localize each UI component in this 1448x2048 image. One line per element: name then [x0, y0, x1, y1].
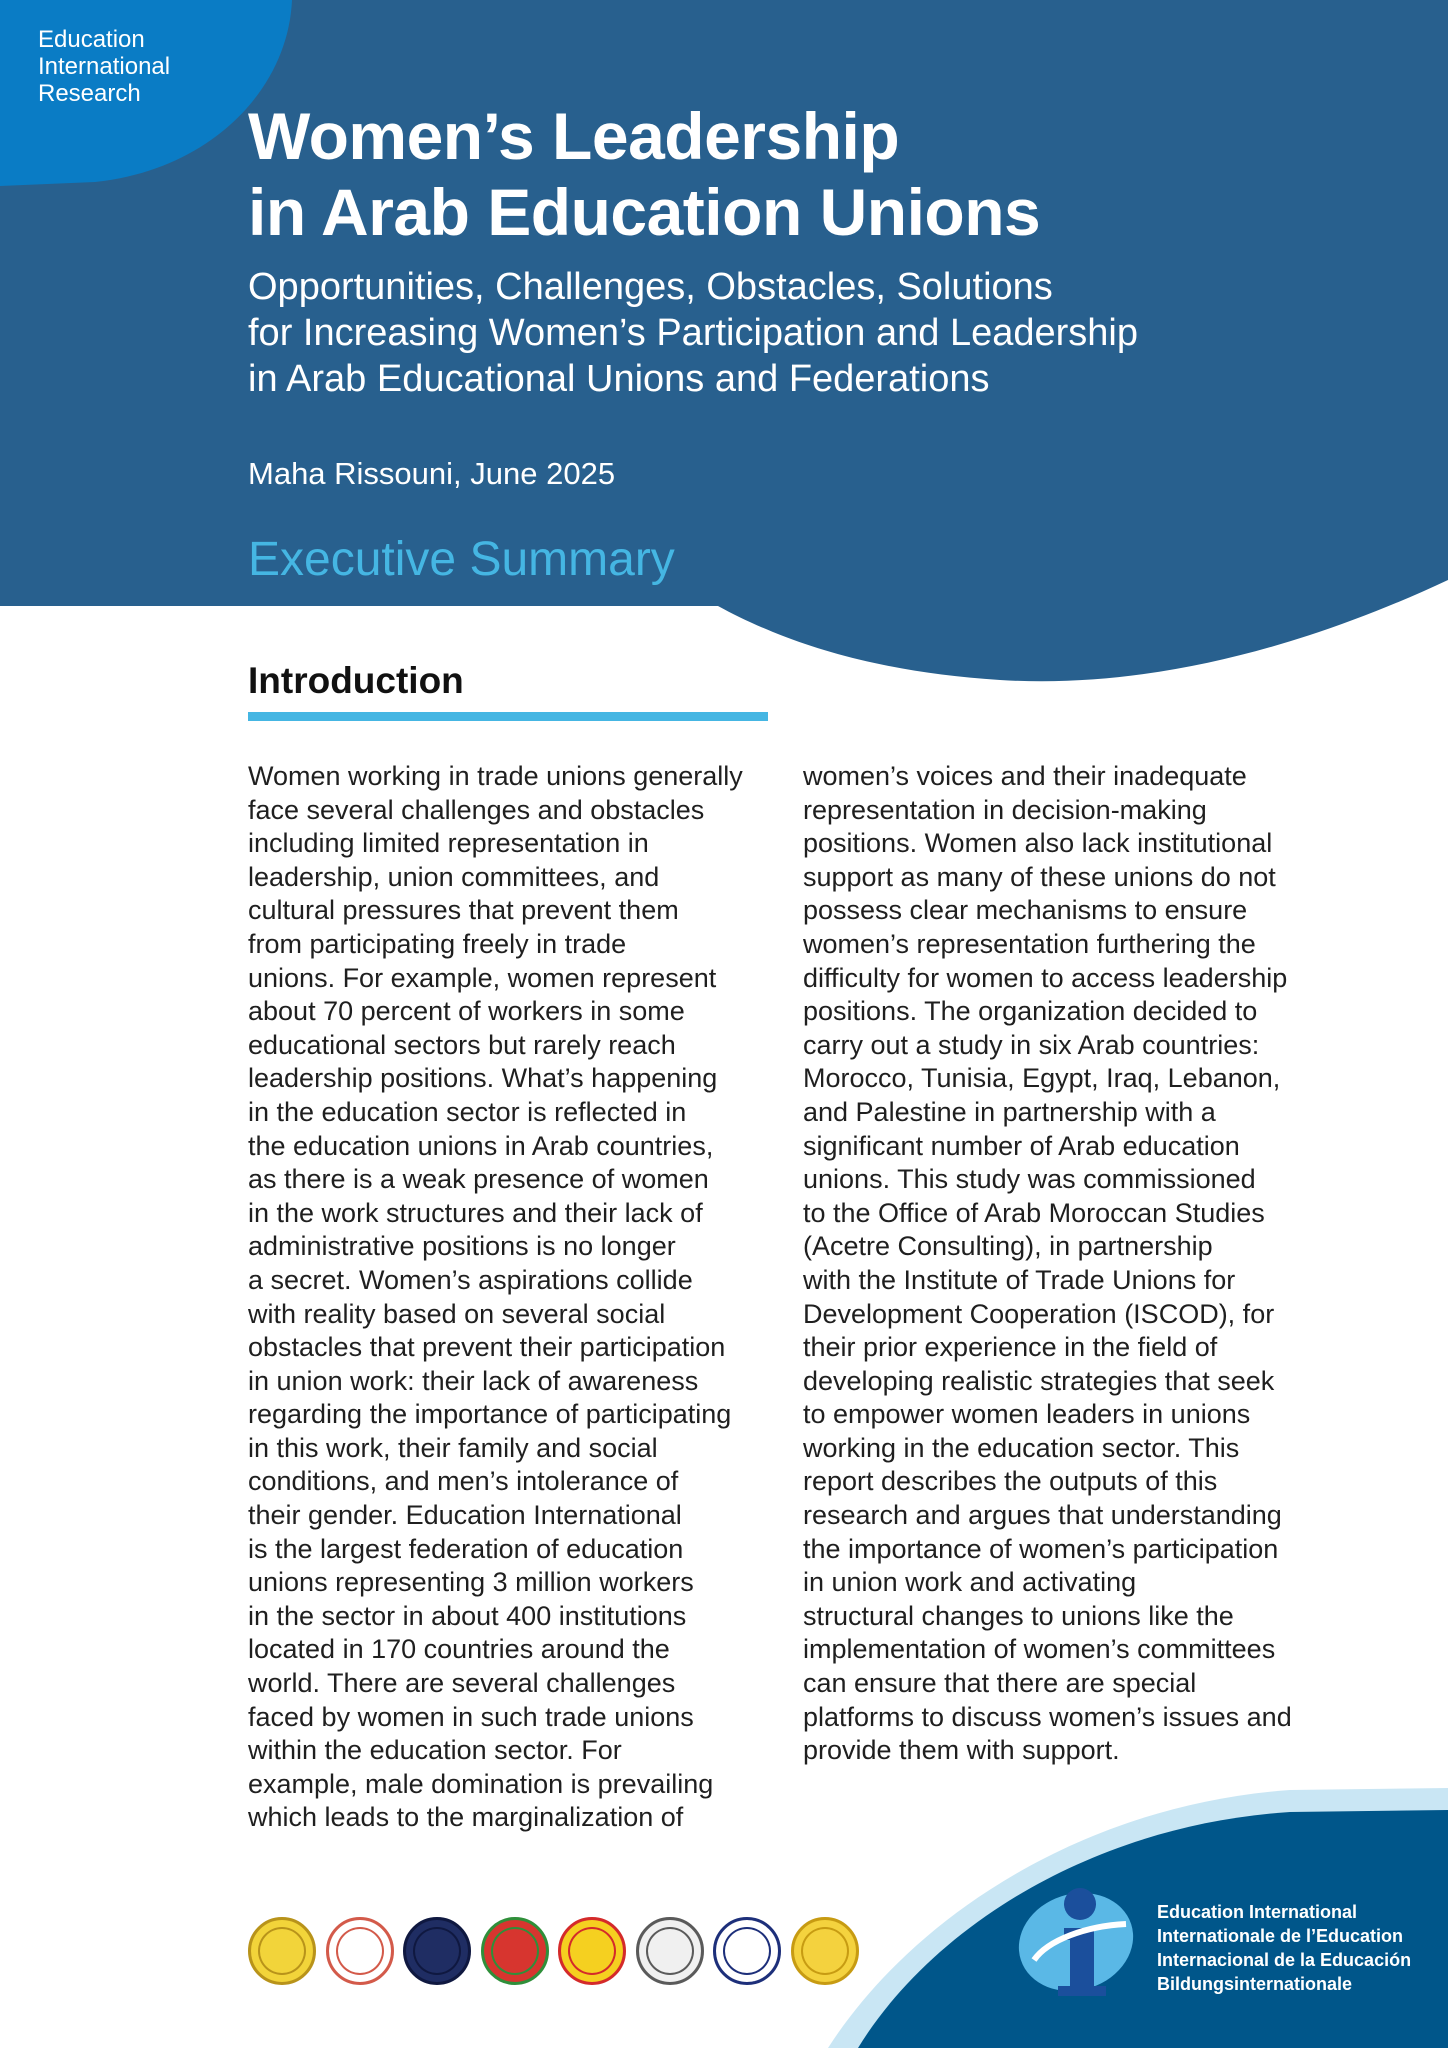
body-text-line: representation in decision-making	[803, 794, 1207, 825]
body-text-line: support as many of these unions do not	[803, 861, 1276, 892]
body-text-line: provide them with support.	[803, 1735, 1120, 1766]
body-text-line: women’s representation furthering the	[803, 928, 1256, 959]
body-text-line: which leads to the marginalization of	[248, 1802, 684, 1833]
body-text-line: faced by women in such trade unions	[248, 1701, 694, 1732]
body-text-line: carry out a study in six Arab countries:	[803, 1029, 1260, 1060]
body-text-line: world. There are several challenges	[248, 1668, 676, 1699]
ei-organization-names	[1157, 1900, 1411, 1996]
union-seal-red-green-icon	[481, 1917, 549, 1985]
body-text-line: working in the education sector. This	[803, 1432, 1240, 1463]
author-date: Maha Rissouni, June 2025	[248, 456, 616, 491]
body-text-line: possess clear mechanisms to ensure	[803, 895, 1248, 926]
body-text-line: the importance of women’s participation	[803, 1533, 1279, 1564]
body-text-line: administrative positions is no longer	[248, 1231, 676, 1262]
body-text-line: regarding the importance of participating	[248, 1399, 732, 1430]
body-text-line: leadership positions. What’s happening	[248, 1063, 718, 1094]
introduction-heading: Introduction	[248, 660, 464, 701]
body-text-line: in union work and activating	[803, 1567, 1137, 1598]
body-text-line: Morocco, Tunisia, Egypt, Iraq, Lebanon,	[803, 1063, 1281, 1094]
union-seal-yellow-red-icon	[558, 1917, 626, 1985]
body-text-line: in this work, their family and social	[248, 1432, 658, 1463]
union-seal-blue-icon	[713, 1917, 781, 1985]
body-text-line: a secret. Women’s aspirations collide	[248, 1264, 693, 1295]
union-seal-navy-icon	[403, 1917, 471, 1985]
body-text-line: significant number of Arab education	[803, 1130, 1240, 1161]
body-column-left	[248, 760, 778, 1835]
body-text-line: including limited representation in	[248, 828, 649, 859]
ei-name-line: Education International	[1157, 1902, 1358, 1922]
partner-logos	[248, 1917, 868, 1985]
body-text-line: in the education sector is reflected in	[248, 1096, 687, 1127]
ei-name-line: Internacional de la Educación	[1157, 1950, 1412, 1970]
body-text-line: developing realistic strategies that seek	[803, 1365, 1275, 1396]
body-text-line: research and argues that understanding	[803, 1500, 1282, 1531]
body-text-line: Women working in trade unions generally	[248, 761, 743, 791]
series-label	[38, 26, 170, 107]
body-text-line: as there is a weak presence of women	[248, 1164, 709, 1195]
subtitle-line: for Increasing Women’s Participation and Leadership	[248, 312, 1138, 354]
body-text-line: positions. The organization decided to	[803, 996, 1258, 1027]
body-text-line: located in 170 countries around the	[248, 1634, 670, 1665]
education-international-logo-icon	[1014, 1882, 1138, 2000]
body-text-line: their prior experience in the field of	[803, 1332, 1218, 1363]
body-text-line: Development Cooperation (ISCOD), for	[803, 1298, 1275, 1329]
body-text-line: in union work: their lack of awareness	[248, 1365, 699, 1396]
document-subtitle	[248, 264, 1398, 402]
document-title	[248, 98, 1348, 250]
body-text-line: with reality based on several social	[248, 1298, 666, 1329]
subtitle-line: Opportunities, Challenges, Obstacles, Solutions	[248, 266, 1053, 308]
subtitle-line: in Arab Educational Unions and Federations	[248, 358, 990, 400]
body-text-line: implementation of women’s committees	[803, 1634, 1276, 1665]
series-label-line: International	[38, 53, 171, 80]
body-text-line: women’s voices and their inadequate	[803, 761, 1247, 791]
body-text-line: unions representing 3 million workers	[248, 1567, 694, 1598]
body-text-line: leadership, union committees, and	[248, 861, 660, 892]
body-text-line: about 70 percent of workers in some	[248, 996, 685, 1027]
body-text-line: the education unions in Arab countries,	[248, 1130, 714, 1161]
body-text-line: educational sectors but rarely reach	[248, 1029, 676, 1060]
body-text-line: cultural pressures that prevent them	[248, 895, 679, 926]
series-label-line: Education	[38, 26, 145, 53]
ei-name-line: Internationale de l’Education	[1157, 1926, 1404, 1946]
body-text-line: face several challenges and obstacles	[248, 794, 705, 825]
body-text-line: in the work structures and their lack of	[248, 1197, 703, 1228]
body-text-line: difficulty for women to access leadership	[803, 962, 1288, 993]
union-seal-yellow-icon	[248, 1917, 316, 1985]
union-seal-white-red-icon	[326, 1917, 394, 1985]
body-text-line: in the sector in about 400 institutions	[248, 1600, 687, 1631]
body-text-line: can ensure that there are special	[803, 1668, 1197, 1699]
body-text-line: their gender. Education International	[248, 1500, 682, 1531]
body-text-line: unions. This study was commissioned	[803, 1164, 1256, 1195]
body-text-line: to empower women leaders in unions	[803, 1399, 1251, 1430]
heading-underline	[248, 712, 768, 721]
body-text-line: is the largest federation of education	[248, 1533, 684, 1564]
body-column-right	[803, 760, 1333, 1768]
union-seal-grey-icon	[636, 1917, 704, 1985]
section-label: Executive Summary	[248, 533, 675, 586]
body-text-line: conditions, and men’s intolerance of	[248, 1466, 679, 1497]
union-seal-gold-icon	[791, 1917, 859, 1985]
body-text-line: obstacles that prevent their participation	[248, 1332, 726, 1363]
body-text-line: with the Institute of Trade Unions for	[803, 1264, 1236, 1295]
body-text-line: and Palestine in partnership with a	[803, 1096, 1216, 1127]
body-text-line: platforms to discuss women’s issues and	[803, 1701, 1292, 1732]
body-text-line: from participating freely in trade	[248, 928, 627, 959]
title-line: in Arab Education Unions	[248, 175, 1041, 249]
title-line: Women’s Leadership	[248, 99, 900, 173]
body-text-line: unions. For example, women represent	[248, 962, 717, 993]
body-text-line: within the education sector. For	[248, 1735, 622, 1766]
body-text-line: positions. Women also lack institutional	[803, 828, 1273, 859]
series-label-line: Research	[38, 80, 141, 107]
body-text-line: report describes the outputs of this	[803, 1466, 1218, 1497]
body-text-line: to the Office of Arab Moroccan Studies	[803, 1197, 1265, 1228]
body-text-line: (Acetre Consulting), in partnership	[803, 1231, 1213, 1262]
body-text-line: example, male domination is prevailing	[248, 1768, 714, 1799]
body-text-line: structural changes to unions like the	[803, 1600, 1234, 1631]
ei-name-line: Bildungsinternationale	[1157, 1974, 1353, 1994]
